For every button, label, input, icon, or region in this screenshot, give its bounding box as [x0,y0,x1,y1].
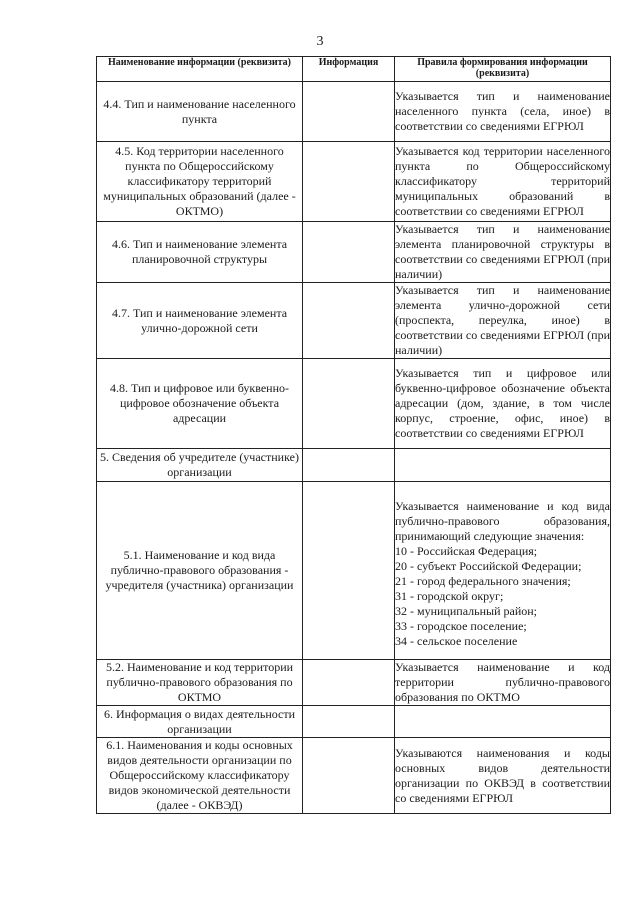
row-rule: Указывается тип и наименование элемента планировочной структуры в соответствии со сведениями ЕГРЮЛ (при наличии) [395,222,610,281]
list-item: 32 - муниципальный район; [395,603,538,618]
row-name: 6. Информация о видах деятельности организации [97,706,303,738]
row-rule: Указывается тип и наименование населенного пункта (села, иное) в соответствии со сведениями ЕГРЮЛ [395,82,611,142]
list-item: 21 - город федерального значения; [395,573,571,588]
row-name: 4.6. Тип и наименование элемента планировочной структуры [97,222,303,283]
rule-values-list [395,544,610,649]
row-rule-list [395,482,611,660]
row-info[interactable] [303,82,395,142]
row-name: 5. Сведения об учредителе (участнике) организации [97,449,303,482]
list-item: 33 - городское поселение; [395,618,527,633]
row-info[interactable] [303,660,395,706]
table-row [97,660,611,706]
header-name: Наименование информации (реквизита) [97,57,303,82]
table-row [97,82,611,142]
row-info[interactable] [303,482,395,660]
table-row [97,738,611,814]
row-info[interactable] [303,142,395,222]
list-item: 34 - сельское поселение [395,633,518,648]
row-info[interactable] [303,222,395,283]
page-number: 3 [316,34,324,49]
table-header-row [97,57,611,82]
header-rules: Правила формирования информации (реквизита) [395,57,611,82]
list-item: 31 - городской округ; [395,588,504,603]
row-rule: Указывается наименование и код территории публично-правового образования по ОКТМО [395,660,610,704]
table-row [97,706,611,738]
row-name: 5.1. Наименование и код вида публично-правового образования - учредителя (участника) организации [97,482,303,660]
row-rule [395,449,611,482]
table-row [97,222,611,283]
table-row [97,449,611,482]
table-row [97,142,611,222]
table-row [97,283,611,359]
row-rule: Указываются наименования и коды основных видов деятельности организации по ОКВЭД в соответствии со сведениями ЕГРЮЛ [395,738,611,814]
row-name: 4.7. Тип и наименование элемента улично-дорожной сети [97,283,303,359]
row-info[interactable] [303,359,395,449]
row-rule [395,706,611,738]
row-name: 4.4. Тип и наименование населенного пункта [97,82,303,142]
list-item: 10 - Российская Федерация; [395,543,538,558]
header-info: Информация [303,57,395,82]
row-name: 4.8. Тип и цифровое или буквенно-цифровое обозначение объекта адресации [97,359,303,449]
row-rule: Указывается тип и цифровое или буквенно-цифровое обозначение объекта адресации (дом, здание, в том числе корпус, строение, офис, иное) в соответствии со сведениями ЕГРЮЛ [395,359,611,449]
row-info[interactable] [303,449,395,482]
requisites-table [96,56,611,814]
row-rule: Указывается тип и наименование элемента улично-дорожной сети (проспекта, переулка, иное) в соответствии со сведениями ЕГРЮЛ (при наличии) [395,283,610,357]
list-item: 20 - субъект Российской Федерации; [395,558,582,573]
row-name: 6.1. Наименования и коды основных видов деятельности организации по Общероссийскому классификатору видов экономической деятельности (далее - ОКВЭД) [97,738,303,814]
row-info[interactable] [303,283,395,359]
row-rule: Указывается код территории населенного пункта по Общероссийскому классификатору территорий муниципальных образований в соответствии со сведениями ЕГРЮЛ [395,142,611,222]
row-info[interactable] [303,738,395,814]
row-name: 4.5. Код территории населенного пункта по Общероссийскому классификатору территорий муниципальных образований (далее - ОКТМО) [97,142,303,222]
table-row [97,482,611,660]
table-row [97,359,611,449]
row-name: 5.2. Наименование и код территории публично-правового образования по ОКТМО [97,660,303,706]
rule-intro: Указывается наименование и код вида публично-правового образования, принимающий следующие значения: [395,498,610,543]
row-info[interactable] [303,706,395,738]
